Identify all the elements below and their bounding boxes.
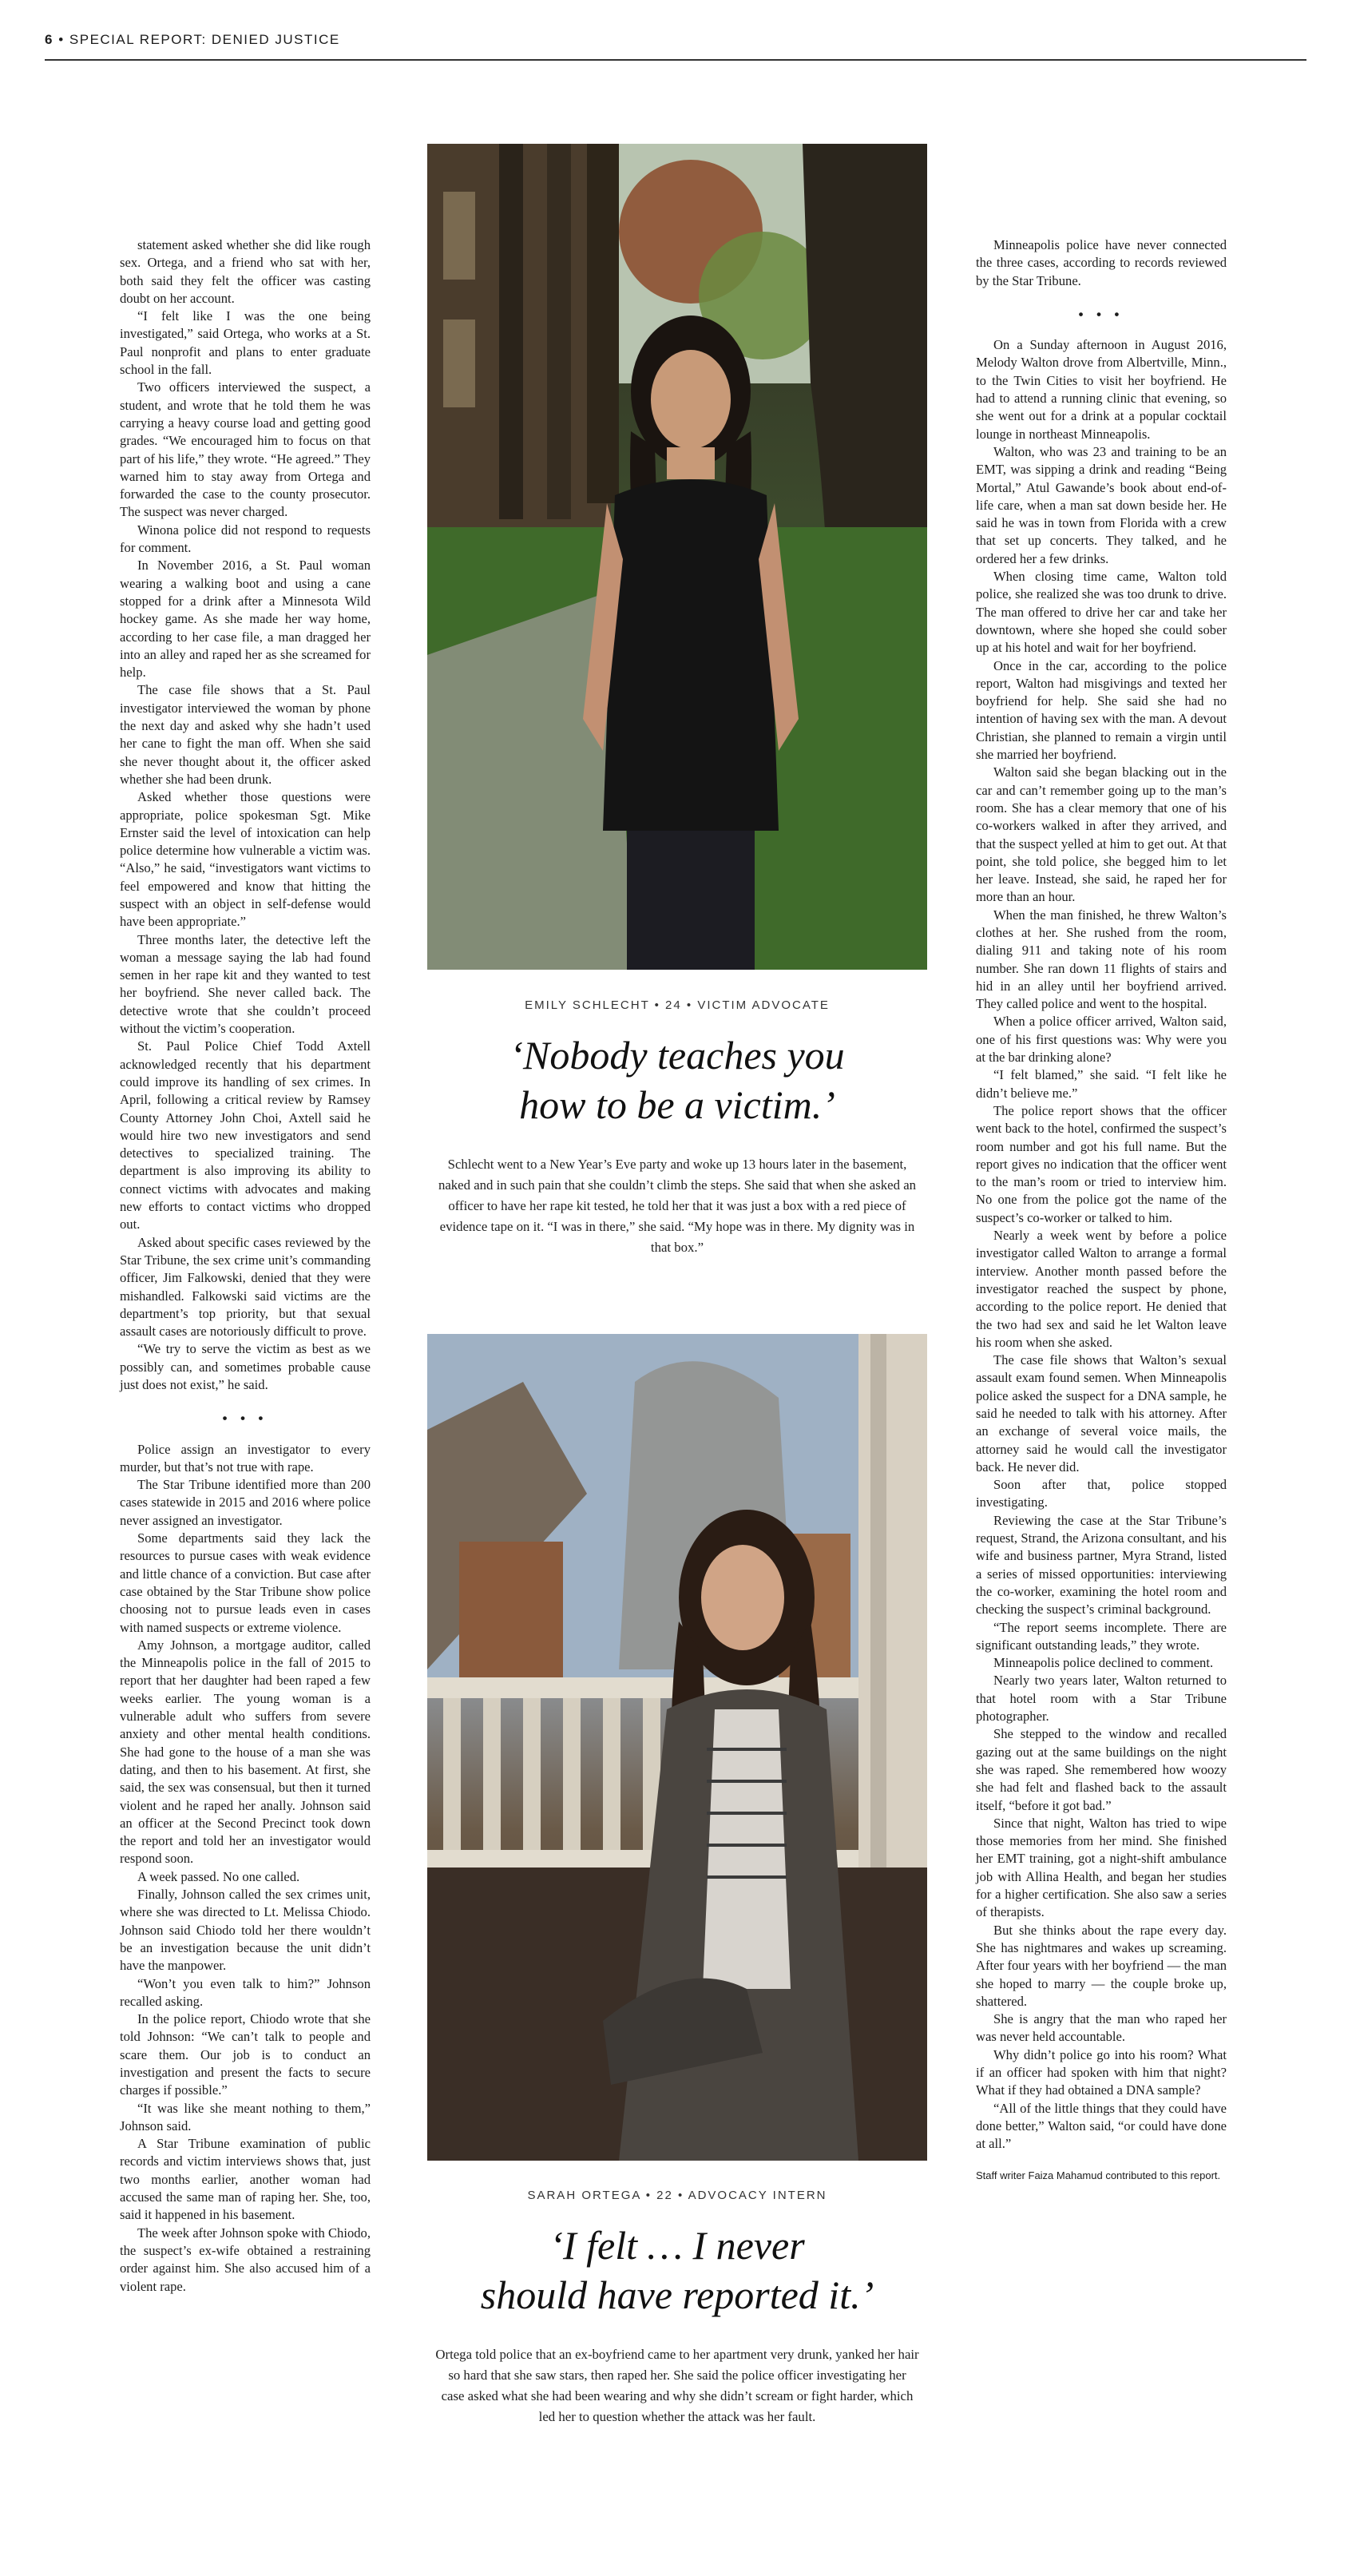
article-paragraph: The Star Tribune identified more than 200 cases statewide in 2015 and 2016 where police never assigned an investigator.: [120, 1477, 371, 1528]
header-separator: •: [58, 32, 65, 47]
article-paragraph: Walton, who was 23 and training to be an EMT, was sipping a drink and reading “Being Mortal,” Atul Gawande’s book about end-of-life care, when a man sat down beside her. He said he was in town from Florida with a crew that set up concerts. They talked, and he ordered her a few drinks.: [976, 443, 1227, 566]
portrait-ortega-illustration: [427, 1334, 927, 2161]
profile-kicker-schlecht: EMILY SCHLECHT • 24 • VICTIM ADVOCATE: [525, 998, 830, 1012]
article-paragraph: Why didn’t police go into his room? What if an officer had spoken with him that night? What if they had obtained a DNA sample?: [976, 2046, 1227, 2098]
article-paragraph: When a police officer arrived, Walton said, one of his first questions was: Why were you at the bar drinking alone?: [976, 1014, 1227, 1066]
article-paragraph: The case file shows that a St. Paul investigator interviewed the woman by phone the next day and asked why she hadn’t used her cane to fight the man off. When she said she never thought about it, the officer asked whether she had been drunk.: [120, 682, 371, 787]
article-paragraph: “I felt blamed,” she said. “I felt like he didn’t believe me.”: [976, 1067, 1227, 1101]
article-paragraph: When the man finished, he threw Walton’s clothes at her. She rushed from the room, dialing 911 and taking note of his room number. She ran down 11 flights of stairs and hid in an alley until her boyfriend arrived. They called police and went to the hospital.: [976, 907, 1227, 1012]
staff-credit: Staff writer Faiza Mahamud contributed to this report.: [976, 2169, 1221, 2182]
article-paragraph: Since that night, Walton has tried to wipe those memories from her mind. She finished her EMT training, got a night-shift ambulance job with Allina Health, and began her studies for a higher certification. She also saw a series of therapists.: [976, 1815, 1227, 1920]
article-paragraph: Police assign an investigator to every murder, but that’s not true with rape.: [120, 1441, 371, 1475]
article-paragraph: Winona police did not respond to requests for comment.: [120, 522, 371, 556]
article-paragraph: Nearly two years later, Walton returned to that hotel room with a Star Tribune photographer.: [976, 1673, 1227, 1725]
pull-quote-line: ‘I felt … I never: [549, 2223, 805, 2268]
article-paragraph: Minneapolis police have never connected the three cases, according to records reviewed by the Star Tribune.: [976, 237, 1227, 288]
article-paragraph: Asked about specific cases reviewed by the Star Tribune, the sex crime unit’s commanding officer, Jim Falkowski, denied that they were mishandled. Falkowski said victims are the department’s top priority, but that sexual assault cases are notoriously difficult to prove.: [120, 1234, 371, 1340]
article-paragraph: “It was like she meant nothing to them,” Johnson said.: [120, 2100, 371, 2133]
article-paragraph: The police report shows that the officer went back to the hotel, confirmed the suspect’s room number and got his full name. But the report gives no indication that the officer went to the man’s room or tried to interview him. No one from the police got the name of the suspect’s co-worker or talked to him.: [976, 1102, 1227, 1225]
portrait-schlecht-illustration: [427, 144, 927, 970]
article-paragraph: The case file shows that Walton’s sexual assault exam found semen. When Minneapolis police asked the suspect for a DNA sample, he said he needed to talk with his attorney. After an exchange of several voice mails, the attorney said he would call the investigator back. He never did.: [976, 1352, 1227, 1475]
article-paragraph: Reviewing the case at the Star Tribune’s request, Strand, the Arizona consultant, and his wife and business partner, Myra Strand, listed a series of missed opportunities: interviewing the co-worker, examining the hotel room and checking the suspect’s criminal background.: [976, 1512, 1227, 1617]
article-paragraph: Once in the car, according to the police report, Walton had misgivings and texted her boyfriend for help. She said she had no intention of having sex with the man. A devout Christian, she planned to remain a virgin until she married her boyfriend.: [976, 657, 1227, 763]
article-paragraph: Asked whether those questions were appropriate, police spokesman Sgt. Mike Ernster said the level of intoxication can help police determine how vulnerable a victim was. “Also,” he said, “investigators want victims to feel empowered and know that hitting the suspect with an object in self-defense would have been appropriate.”: [120, 789, 371, 930]
article-column-right: [976, 236, 1227, 2183]
section-break-dots: • • •: [222, 1411, 268, 1427]
portrait-photo-ortega: [427, 1334, 927, 2161]
article-paragraph: She stepped to the window and recalled gazing out at the same buildings on the night she was raped. She remembered how woozy she had felt and flashed back to the assault itself, “before it got bad.”: [976, 1726, 1227, 1813]
pull-quote-line: how to be a victim.’: [519, 1082, 835, 1127]
portrait-photo-schlecht: [427, 144, 927, 970]
article-paragraph: Some departments said they lack the resources to pursue cases with weak evidence and little chance of a conviction. But case after case obtained by the Star Tribune show police choosing not to pursue leads even in cases with named suspects or extreme violence.: [120, 1530, 371, 1635]
article-paragraph: Finally, Johnson called the sex crimes unit, where she was directed to Lt. Melissa Chiodo. Johnson said Chiodo told her there wouldn’t be an investigation because the unit didn’t have the manpower.: [120, 1887, 371, 1974]
article-paragraph: The week after Johnson spoke with Chiodo, the suspect’s ex-wife obtained a restraining order against him. She also accused him of a violent rape.: [120, 2225, 371, 2294]
page-number: 6: [45, 32, 54, 47]
article-paragraph: In November 2016, a St. Paul woman wearing a walking boot and using a cane stopped for a drink after a Minnesota Wild hockey game. As she made her way home, according to her case file, a man dragged her into an alley and raped her as she screamed for help.: [120, 558, 371, 681]
profile-caption-schlecht: Schlecht went to a New Year’s Eve party and woke up 13 hours later in the basement, naked and in such pain that she couldn’t climb the steps. She said that when she asked an officer to have her rape kit tested, he told her that it was just a box with a red piece of evidence tape on it. “I was in there,” she said. “My hope was in there. My dignity was in that box.”: [438, 1157, 917, 1255]
pull-quote-schlecht: [427, 1030, 927, 1129]
pull-quote-line: ‘Nobody teaches you: [509, 1033, 845, 1078]
article-paragraph: St. Paul Police Chief Todd Axtell acknowledged recently that his department could improve its handling of sex crimes. In April, following a critical review by Ramsey County Attorney John Choi, Axtell said he would hire two new investigators and send detectives to specialized training. The department is also improving its ability to connect victims with advocates and making new efforts to contact victims who dropped out.: [120, 1038, 371, 1232]
section-break-dots: • • •: [1078, 306, 1124, 322]
article-paragraph: On a Sunday afternoon in August 2016, Melody Walton drove from Albertville, Minn., to the Twin Cities to visit her boyfriend. He had to attend a running clinic that evening, so she went out for a drink at a popular cocktail lounge in northeast Minneapolis.: [976, 337, 1227, 442]
article-paragraph: Minneapolis police declined to comment.: [993, 1655, 1214, 1671]
article-paragraph: But she thinks about the rape every day. She has nightmares and wakes up screaming. After four years with her boyfriend — the man she hoped to marry — the couple broke up, shattered.: [976, 1922, 1227, 2009]
article-column-left: [120, 236, 371, 2296]
article-paragraph: Walton said she began blacking out in the car and can’t remember going up to the man’s room. She has a clear memory that one of his co-workers walked in after they arrived, and that the suspect yelled at him to get out. At that point, she told police, she begged him to let her leave. Instead, she said, he raped her for more than an hour.: [976, 764, 1227, 905]
profile-caption-ortega: Ortega told police that an ex-boyfriend came to her apartment very drunk, yanked her hair so hard that she saw stars, then raped her. She said the police officer investigating her case asked what she had been wearing and why she didn’t scream or fight harder, which led her to question whether the attack was her fault.: [435, 2347, 919, 2424]
profile-kicker-ortega: SARAH ORTEGA • 22 • ADVOCACY INTERN: [527, 2189, 827, 2202]
article-paragraph: In the police report, Chiodo wrote that she told Johnson: “We can’t talk to people and scare them. Our job is to conduct an investigation and present the facts to secure charges if possible.”: [120, 2011, 371, 2098]
pull-quote-line: should have reported it.’: [480, 2272, 874, 2317]
section-title: SPECIAL REPORT: DENIED JUSTICE: [69, 32, 340, 47]
article-paragraph: Amy Johnson, a mortgage auditor, called the Minneapolis police in the fall of 2015 to report that her daughter had been raped a few weeks earlier. The young woman is a vulnerable adult who suffers from severe anxiety and other mental health conditions. She had gone to the house of a man she was dating, and then to his basement. At first, she said, the sex was consensual, but then it turned violent and he raped her anally. Johnson said an officer at the Second Precinct took down the report and told her an investigator would respond soon.: [120, 1637, 371, 1867]
article-paragraph: “The report seems incomplete. There are significant outstanding leads,” they wrote.: [976, 1619, 1227, 1653]
article-paragraph: Two officers interviewed the suspect, a student, and wrote that he told them he was carrying a heavy course load and getting good grades. “We encouraged him to focus on that part of his life,” they wrote. “He agreed.” They warned him to stay away from Ortega and forwarded the case to the county prosecutor. The suspect was never charged.: [120, 379, 371, 520]
article-paragraph: Three months later, the detective left the woman a message saying the lab had found semen in her rape kit and they wanted to test her boyfriend. She never called back. The detective wrote that she couldn’t proceed without the victim’s cooperation.: [120, 931, 371, 1037]
article-paragraph: “Won’t you even talk to him?” Johnson recalled asking.: [120, 1975, 371, 2009]
page-header: [45, 32, 1306, 61]
article-paragraph: She is angry that the man who raped her was never held accountable.: [976, 2011, 1227, 2045]
article-paragraph: A week passed. No one called.: [137, 1868, 300, 1884]
pull-quote-ortega: [427, 2221, 927, 2320]
article-paragraph: “We try to serve the victim as best as we possibly can, and sometimes probable cause just does not exist,” he said.: [120, 1341, 371, 1392]
article-paragraph: “All of the little things that they could have done better,” Walton said, “or could have done at all.”: [976, 2100, 1227, 2152]
article-paragraph: “I felt like I was the one being investigated,” said Ortega, who works at a St. Paul nonprofit and plans to enter graduate school in the fall.: [120, 308, 371, 378]
article-paragraph: A Star Tribune examination of public records and victim interviews shows that, just two months earlier, another woman had accused the same man of raping her. She, too, said it happened in his basement.: [120, 2136, 371, 2223]
article-paragraph: Soon after that, police stopped investigating.: [976, 1477, 1227, 1510]
article-paragraph: Nearly a week went by before a police investigator called Walton to arrange a formal interview. Another month passed before the investigator reached the suspect by phone, according to the police report. He denied that the two had sex and said he let Walton leave his room when she asked.: [976, 1228, 1227, 1350]
article-paragraph: statement asked whether she did like rough sex. Ortega, and a friend who sat with her, both said they felt the officer was casting doubt on her account.: [120, 237, 371, 306]
article-paragraph: When closing time came, Walton told police, she realized she was too drunk to drive. The man offered to drive her car and take her downtown, where she hoped she could sober up at his hotel and wait for her boyfriend.: [976, 569, 1227, 656]
